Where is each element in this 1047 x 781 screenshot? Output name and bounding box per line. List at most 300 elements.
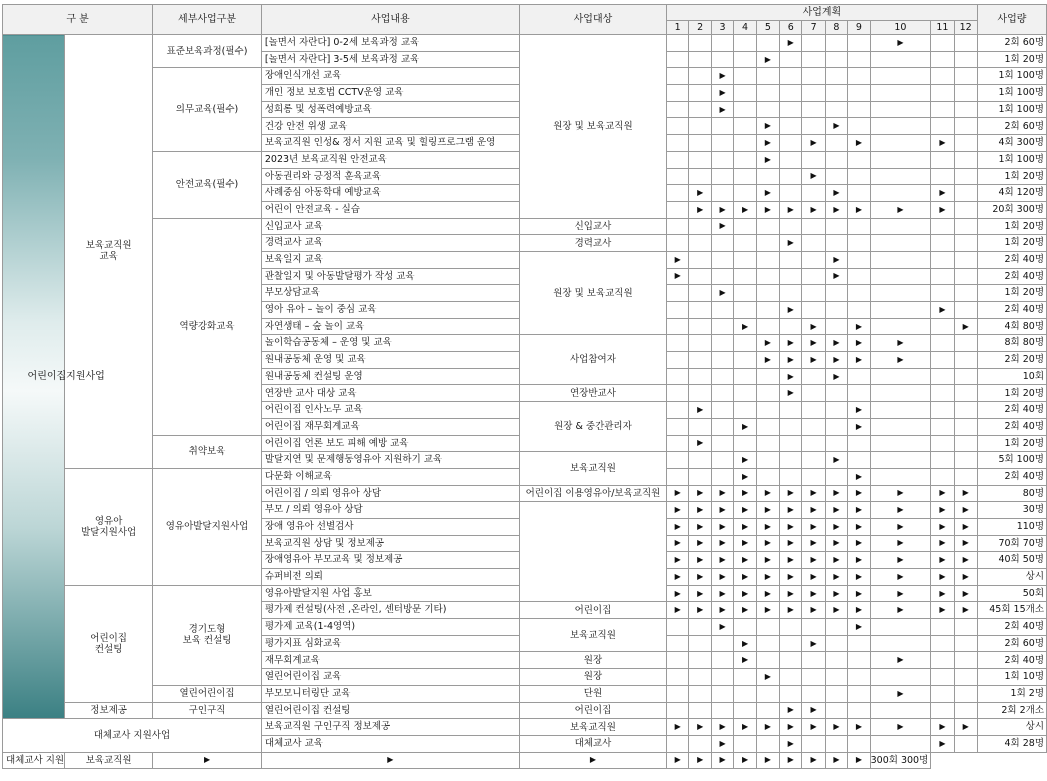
row-content: 영유아발달지원 사업 홍보 <box>261 585 519 602</box>
schedule-marker-icon: ▶ <box>719 204 726 214</box>
month-cell <box>780 468 802 485</box>
subgroup-label: 경기도형 보육 컨설팅 <box>153 585 262 685</box>
month-cell <box>870 168 931 185</box>
month-cell <box>825 619 847 636</box>
month-cell <box>666 502 688 519</box>
month-cell <box>734 735 756 752</box>
month-cell <box>931 468 954 485</box>
schedule-marker-icon: ▶ <box>939 137 946 147</box>
month-cell <box>666 235 688 252</box>
month-cell <box>689 502 711 519</box>
schedule-marker-icon: ▶ <box>764 121 771 131</box>
row-content: 연장반 교사 대상 교육 <box>261 385 519 402</box>
month-cell <box>711 602 733 619</box>
month-cell <box>825 135 847 152</box>
table-row <box>3 35 1047 52</box>
schedule-marker-icon: ▶ <box>719 505 726 515</box>
month-cell <box>931 619 954 636</box>
schedule-marker-icon: ▶ <box>741 204 749 214</box>
month-cell <box>734 502 756 519</box>
month-cell <box>825 385 847 402</box>
month-cell <box>756 652 779 669</box>
schedule-marker-icon: ▶ <box>833 488 840 498</box>
month-cell <box>666 68 688 85</box>
schedule-marker-icon: ▶ <box>962 555 969 565</box>
month-cell <box>666 702 688 719</box>
schedule-marker-icon: ▶ <box>719 605 726 615</box>
month-cell <box>711 702 733 719</box>
schedule-marker-icon: ▶ <box>719 722 726 732</box>
schedule-marker-icon: ▶ <box>962 521 969 531</box>
schedule-marker-icon: ▶ <box>787 354 794 364</box>
month-cell <box>802 335 825 352</box>
month-cell <box>689 85 711 102</box>
month-cell <box>666 468 688 485</box>
schedule-marker-icon: ▶ <box>897 37 904 47</box>
month-cell <box>780 602 802 619</box>
month-cell <box>756 285 779 302</box>
month-cell <box>780 285 802 302</box>
month-cell <box>756 151 779 168</box>
schedule-marker-icon: ▶ <box>787 37 794 47</box>
schedule-marker-icon: ▶ <box>674 488 681 498</box>
month-cell <box>780 352 802 369</box>
schedule-marker-icon: ▶ <box>833 121 840 131</box>
schedule-marker-icon: ▶ <box>787 538 794 548</box>
month-cell <box>848 752 870 769</box>
month-cell <box>870 735 931 752</box>
month-cell <box>780 268 802 285</box>
schedule-marker-icon: ▶ <box>741 455 749 465</box>
schedule-marker-icon: ▶ <box>764 188 771 198</box>
month-cell <box>756 535 779 552</box>
month-cell <box>780 51 802 68</box>
month-cell <box>711 285 733 302</box>
month-cell <box>666 452 688 469</box>
month-cell <box>756 735 779 752</box>
row-quantity: 2회 40명 <box>977 652 1046 669</box>
schedule-marker-icon: ▶ <box>674 588 681 598</box>
month-cell <box>756 135 779 152</box>
month-cell <box>734 218 756 235</box>
month-cell <box>711 368 733 385</box>
row-content: 보육교직원 인성& 정서 지원 교육 및 힐링프로그램 운영 <box>261 135 519 152</box>
month-cell <box>931 385 954 402</box>
month-cell <box>954 502 977 519</box>
month-cell <box>666 135 688 152</box>
month-cell <box>734 452 756 469</box>
month-cell <box>848 68 870 85</box>
month-cell <box>848 235 870 252</box>
month-cell <box>802 735 825 752</box>
month-cell <box>689 68 711 85</box>
month-cell <box>870 435 931 452</box>
schedule-marker-icon: ▶ <box>939 304 946 314</box>
month-cell <box>666 151 688 168</box>
month-cell <box>734 285 756 302</box>
month-cell <box>711 669 733 686</box>
schedule-marker-icon: ▶ <box>741 488 749 498</box>
month-cell <box>756 752 779 769</box>
row-quantity: 2회 20명 <box>977 352 1046 369</box>
month-cell <box>931 569 954 586</box>
month-cell <box>780 518 802 535</box>
month-cell <box>756 318 779 335</box>
month-cell <box>870 302 931 319</box>
row-target: 원장 <box>519 652 666 669</box>
schedule-marker-icon: ▶ <box>810 137 817 147</box>
row-content: 보육교직원 상담 및 정보제공 <box>261 535 519 552</box>
schedule-marker-icon: ▶ <box>939 505 946 515</box>
schedule-marker-icon: ▶ <box>741 755 749 765</box>
month-cell <box>666 302 688 319</box>
month-cell <box>734 702 756 719</box>
row-target: 원장 및 보육교직원 <box>519 35 666 219</box>
month-cell <box>756 268 779 285</box>
month-cell <box>848 302 870 319</box>
schedule-marker-icon: ▶ <box>741 555 749 565</box>
month-cell <box>870 35 931 52</box>
month-cell <box>711 735 733 752</box>
row-quantity: 2회 40명 <box>977 268 1046 285</box>
row-content: 평가제 컨설팅(사전 ,온라인, 센터방문 기타) <box>261 602 519 619</box>
month-cell <box>870 569 931 586</box>
month-cell <box>780 235 802 252</box>
schedule-marker-icon: ▶ <box>855 571 862 581</box>
month-cell <box>848 702 870 719</box>
month-cell <box>689 318 711 335</box>
row-quantity: 2회 60명 <box>977 118 1046 135</box>
month-cell <box>848 418 870 435</box>
schedule-marker-icon: ▶ <box>962 588 969 598</box>
schedule-marker-icon: ▶ <box>719 571 726 581</box>
month-cell <box>711 502 733 519</box>
schedule-marker-icon: ▶ <box>833 605 840 615</box>
month-cell <box>711 35 733 52</box>
month-cell <box>825 302 847 319</box>
month-cell <box>825 485 847 502</box>
month-cell <box>870 201 931 218</box>
row-content: 놀이학습공동체 – 운영 및 교육 <box>261 335 519 352</box>
schedule-marker-icon: ▶ <box>741 655 749 665</box>
month-cell <box>825 719 847 736</box>
schedule-marker-icon: ▶ <box>787 238 794 248</box>
month-cell <box>734 235 756 252</box>
month-cell <box>802 752 825 769</box>
row-quantity: 2회 40명 <box>977 402 1046 419</box>
month-cell <box>848 402 870 419</box>
month-cell <box>756 235 779 252</box>
schedule-marker-icon: ▶ <box>897 204 904 214</box>
month-cell <box>848 719 870 736</box>
month-cell <box>931 602 954 619</box>
schedule-marker-icon: ▶ <box>833 271 840 281</box>
month-cell <box>931 685 954 702</box>
row-content: 부모 / 의뢰 영유아 상담 <box>261 502 519 519</box>
month-cell <box>848 619 870 636</box>
schedule-marker-icon: ▶ <box>855 338 862 348</box>
schedule-marker-icon: ▶ <box>855 354 862 364</box>
subgroup-label: 구인구직 <box>153 702 262 719</box>
month-cell <box>689 335 711 352</box>
month-cell <box>848 251 870 268</box>
subgroup-label: 의무교육(필수) <box>153 68 262 151</box>
month-cell <box>954 218 977 235</box>
schedule-marker-icon: ▶ <box>764 505 771 515</box>
month-cell <box>825 652 847 669</box>
month-cell <box>689 285 711 302</box>
row-content: [놀면서 자란다] 0-2세 보육과정 교육 <box>261 35 519 52</box>
month-cell <box>666 251 688 268</box>
row-target: 원장 <box>519 669 666 686</box>
month-cell <box>931 51 954 68</box>
schedule-marker-icon: ▶ <box>697 588 704 598</box>
table-row <box>3 685 1047 702</box>
month-cell <box>780 368 802 385</box>
month-cell <box>954 135 977 152</box>
month-cell <box>780 569 802 586</box>
schedule-marker-icon: ▶ <box>810 488 817 498</box>
month-cell <box>734 585 756 602</box>
month-cell <box>870 669 931 686</box>
month-cell <box>689 151 711 168</box>
schedule-marker-icon: ▶ <box>719 621 726 631</box>
month-cell <box>870 418 931 435</box>
schedule-marker-icon: ▶ <box>697 438 704 448</box>
schedule-marker-icon: ▶ <box>810 354 817 364</box>
schedule-marker-icon: ▶ <box>697 188 704 198</box>
month-cell <box>689 352 711 369</box>
month-cell <box>931 135 954 152</box>
month-cell <box>734 168 756 185</box>
row-content: 사례중심 아동학대 예방교육 <box>261 185 519 202</box>
month-cell <box>756 619 779 636</box>
month-cell <box>689 719 711 736</box>
row-content: 건강 안전 위생 교육 <box>261 118 519 135</box>
month-cell <box>780 101 802 118</box>
month-cell <box>802 585 825 602</box>
schedule-marker-icon: ▶ <box>787 571 794 581</box>
month-cell <box>954 101 977 118</box>
row-content: 장애 영유아 선별검사 <box>261 518 519 535</box>
month-cell <box>870 251 931 268</box>
month-cell <box>848 352 870 369</box>
month-cell <box>734 518 756 535</box>
month-cell <box>756 569 779 586</box>
month-cell <box>734 552 756 569</box>
schedule-marker-icon: ▶ <box>939 571 946 581</box>
month-cell <box>689 268 711 285</box>
month-cell <box>848 485 870 502</box>
schedule-marker-icon: ▶ <box>787 505 794 515</box>
month-cell <box>153 752 262 769</box>
month-cell <box>711 468 733 485</box>
month-cell <box>802 201 825 218</box>
month-cell <box>780 669 802 686</box>
schedule-marker-icon: ▶ <box>897 538 904 548</box>
month-cell <box>870 452 931 469</box>
month-cell <box>734 635 756 652</box>
month-cell <box>711 685 733 702</box>
month-cell <box>756 702 779 719</box>
schedule-marker-icon: ▶ <box>787 338 794 348</box>
header-quantity: 사업량 <box>977 5 1046 35</box>
month-cell <box>689 51 711 68</box>
month-cell <box>954 51 977 68</box>
row-content: 어린이집 재무회계교육 <box>261 418 519 435</box>
month-cell <box>780 435 802 452</box>
month-cell <box>711 752 733 769</box>
month-cell <box>734 268 756 285</box>
schedule-marker-icon: ▶ <box>962 605 969 615</box>
schedule-marker-icon: ▶ <box>674 538 681 548</box>
month-cell <box>666 752 688 769</box>
month-cell <box>780 402 802 419</box>
month-cell <box>780 185 802 202</box>
schedule-marker-icon: ▶ <box>897 722 904 732</box>
schedule-marker-icon: ▶ <box>855 722 862 732</box>
schedule-marker-icon: ▶ <box>674 521 681 531</box>
month-cell <box>756 302 779 319</box>
month-cell <box>666 168 688 185</box>
schedule-marker-icon: ▶ <box>833 555 840 565</box>
group-label: 보육교직원 교육 <box>65 35 153 469</box>
month-cell <box>825 35 847 52</box>
month-cell <box>870 68 931 85</box>
month-cell <box>825 602 847 619</box>
month-cell <box>802 318 825 335</box>
month-cell <box>931 452 954 469</box>
month-cell <box>734 251 756 268</box>
month-cell <box>870 268 931 285</box>
month-cell <box>870 285 931 302</box>
month-cell <box>870 719 931 736</box>
month-cell <box>666 51 688 68</box>
schedule-marker-icon: ▶ <box>764 488 771 498</box>
row-quantity: 20회 300명 <box>977 201 1046 218</box>
schedule-marker-icon: ▶ <box>764 521 771 531</box>
schedule-marker-icon: ▶ <box>741 538 749 548</box>
month-cell <box>734 602 756 619</box>
month-cell <box>848 101 870 118</box>
month-cell <box>711 185 733 202</box>
schedule-marker-icon: ▶ <box>897 588 904 598</box>
month-cell <box>711 318 733 335</box>
row-content: 발달지연 및 문제행동영유아 지원하기 교육 <box>261 452 519 469</box>
row-content: 재무회계교육 <box>261 652 519 669</box>
schedule-marker-icon: ▶ <box>897 505 904 515</box>
month-cell <box>931 552 954 569</box>
month-cell <box>734 752 756 769</box>
month-cell <box>931 302 954 319</box>
subgroup-label: 표준보육과정(필수) <box>153 35 262 68</box>
month-cell <box>848 468 870 485</box>
schedule-marker-icon: ▶ <box>855 321 862 331</box>
month-cell <box>711 85 733 102</box>
month-cell <box>780 151 802 168</box>
month-cell <box>756 51 779 68</box>
month-cell <box>734 719 756 736</box>
month-cell <box>780 552 802 569</box>
month-cell <box>756 218 779 235</box>
month-cell <box>734 619 756 636</box>
schedule-marker-icon: ▶ <box>855 204 862 214</box>
month-cell <box>780 535 802 552</box>
month-header-11: 11 <box>931 21 954 35</box>
month-cell <box>711 552 733 569</box>
month-cell <box>734 652 756 669</box>
month-cell <box>931 485 954 502</box>
month-cell <box>954 235 977 252</box>
month-cell <box>931 702 954 719</box>
month-cell <box>802 485 825 502</box>
schedule-marker-icon: ▶ <box>764 154 771 164</box>
schedule-marker-icon: ▶ <box>855 421 862 431</box>
row-quantity: 1회 100명 <box>977 101 1046 118</box>
month-cell <box>825 685 847 702</box>
month-cell <box>756 168 779 185</box>
month-cell <box>802 635 825 652</box>
schedule-marker-icon: ▶ <box>697 722 704 732</box>
month-cell <box>825 235 847 252</box>
month-cell <box>825 368 847 385</box>
month-cell <box>825 201 847 218</box>
month-header-7: 7 <box>802 21 825 35</box>
row-quantity: 상시 <box>977 569 1046 586</box>
month-cell <box>848 585 870 602</box>
schedule-marker-icon: ▶ <box>719 555 726 565</box>
schedule-marker-icon: ▶ <box>855 555 862 565</box>
month-cell <box>756 452 779 469</box>
month-cell <box>825 569 847 586</box>
month-cell <box>711 719 733 736</box>
row-quantity: 상시 <box>977 719 1046 736</box>
schedule-marker-icon: ▶ <box>697 605 704 615</box>
month-cell <box>666 735 688 752</box>
schedule-marker-icon: ▶ <box>810 638 817 648</box>
schedule-marker-icon: ▶ <box>787 488 794 498</box>
month-cell <box>802 302 825 319</box>
month-cell <box>848 168 870 185</box>
month-cell <box>954 585 977 602</box>
schedule-marker-icon: ▶ <box>787 204 794 214</box>
month-cell <box>802 702 825 719</box>
month-cell <box>802 652 825 669</box>
schedule-marker-icon: ▶ <box>674 254 681 264</box>
month-cell <box>689 168 711 185</box>
row-quantity: 45회 15개소 <box>977 602 1046 619</box>
month-cell <box>689 435 711 452</box>
schedule-marker-icon: ▶ <box>764 54 771 64</box>
month-cell <box>931 735 954 752</box>
schedule-marker-icon: ▶ <box>697 204 704 214</box>
schedule-marker-icon: ▶ <box>897 555 904 565</box>
month-cell <box>825 335 847 352</box>
schedule-marker-icon: ▶ <box>764 671 771 681</box>
month-cell <box>802 135 825 152</box>
schedule-marker-icon: ▶ <box>787 521 794 531</box>
month-cell <box>954 602 977 619</box>
schedule-marker-icon: ▶ <box>787 705 794 715</box>
header-plan: 사업계획 <box>666 5 977 21</box>
schedule-marker-icon: ▶ <box>741 321 749 331</box>
month-cell <box>870 135 931 152</box>
schedule-marker-icon: ▶ <box>939 188 946 198</box>
month-cell <box>689 652 711 669</box>
month-cell <box>734 402 756 419</box>
schedule-marker-icon: ▶ <box>939 488 946 498</box>
month-cell <box>756 418 779 435</box>
